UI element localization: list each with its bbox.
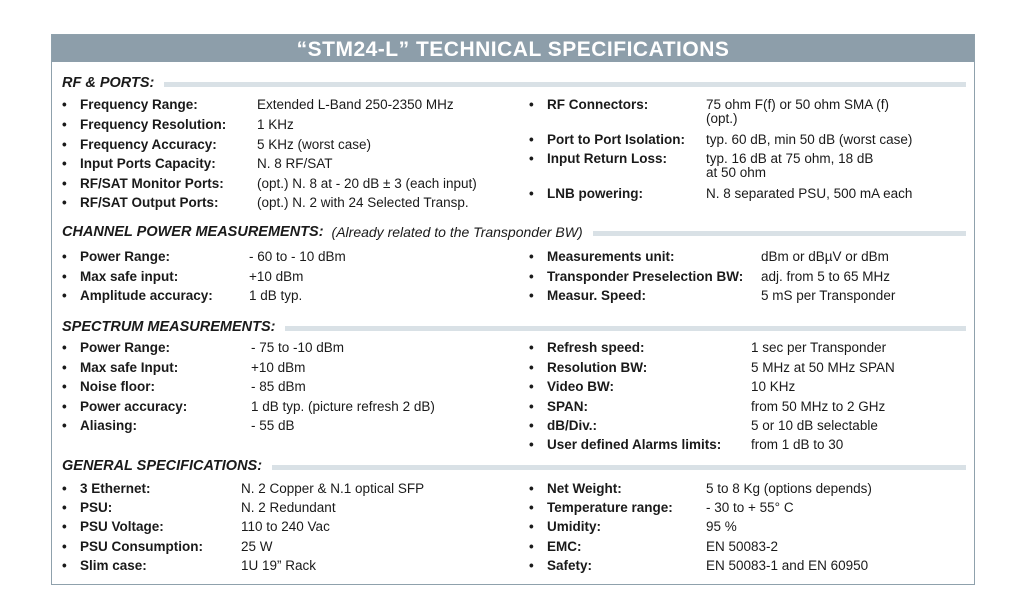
spec-label: Net Weight: <box>547 481 622 496</box>
spec-value: typ. 16 dB at 75 ohm, 18 dB <box>706 151 874 166</box>
spec-value: 1 sec per Transponder <box>751 340 887 355</box>
spec-value: Extended L-Band 250-2350 MHz <box>257 97 454 112</box>
spec-value: 5 mS per Transponder <box>761 288 896 303</box>
spec-label: RF/SAT Monitor Ports: <box>80 176 224 191</box>
bullet-icon: • <box>62 379 67 394</box>
bullet-icon: • <box>62 176 67 191</box>
section-divider <box>593 231 966 236</box>
bullet-icon: • <box>62 249 67 264</box>
bullet-icon: • <box>62 195 67 210</box>
spec-label: User defined Alarms limits: <box>547 437 722 452</box>
spec-label: Frequency Accuracy: <box>80 137 217 152</box>
bullet-icon: • <box>62 269 67 284</box>
spec-label: Max safe Input: <box>80 360 179 375</box>
spec-label: Measur. Speed: <box>547 288 647 303</box>
spec-value-continued: (opt.) <box>706 111 738 126</box>
bullet-icon: • <box>529 519 534 534</box>
bullet-icon: • <box>529 558 534 573</box>
spec-label: SPAN: <box>547 399 589 414</box>
spec-label: Max safe input: <box>80 269 179 284</box>
spec-label: RF/SAT Output Ports: <box>80 195 219 210</box>
spec-label: Umidity: <box>547 519 601 534</box>
spec-label: Noise floor: <box>80 379 156 394</box>
spec-value: typ. 60 dB, min 50 dB (worst case) <box>706 132 913 147</box>
bullet-icon: • <box>529 539 534 554</box>
spec-value: 110 to 240 Vac <box>241 519 330 534</box>
spec-label: Frequency Resolution: <box>80 117 227 132</box>
bullet-icon: • <box>529 500 534 515</box>
section-note: (Already related to the Transponder BW) <box>331 224 583 240</box>
spec-label: Power accuracy: <box>80 399 188 414</box>
section-divider <box>285 326 966 331</box>
spec-label: PSU Voltage: <box>80 519 164 534</box>
bullet-icon: • <box>62 360 67 375</box>
spec-sheet <box>51 34 975 585</box>
spec-value: +10 dBm <box>249 269 304 284</box>
spec-label: Power Range: <box>80 340 171 355</box>
bullet-icon: • <box>62 156 67 171</box>
spec-value: 5 KHz (worst case) <box>257 137 372 152</box>
spec-label: dB/Div.: <box>547 418 597 433</box>
bullet-icon: • <box>529 249 534 264</box>
bullet-icon: • <box>529 481 534 496</box>
bullet-icon: • <box>529 269 534 284</box>
section-divider <box>164 82 966 87</box>
spec-label: 3 Ethernet: <box>80 481 151 496</box>
bullet-icon: • <box>62 399 67 414</box>
section-heading-spectrum <box>62 318 966 336</box>
section-title: RF & PORTS: <box>62 75 155 91</box>
spec-value: +10 dBm <box>251 360 306 375</box>
spec-value: (opt.) N. 8 at - 20 dB ± 3 (each input) <box>257 176 477 191</box>
spec-label: PSU: <box>80 500 113 515</box>
section-title: SPECTRUM MEASUREMENTS: <box>62 319 276 335</box>
spec-value: 25 W <box>241 539 273 554</box>
spec-value: 1 dB typ. (picture refresh 2 dB) <box>251 399 435 414</box>
spec-value: EN 50083-2 <box>706 539 779 554</box>
bullet-icon: • <box>62 137 67 152</box>
spec-label: Refresh speed: <box>547 340 645 355</box>
section-heading-rf <box>62 74 966 92</box>
spec-value: 75 ohm F(f) or 50 ohm SMA (f) <box>706 97 890 112</box>
spec-label: Slim case: <box>80 558 147 573</box>
spec-label: Measurements unit: <box>547 249 675 264</box>
spec-value: 5 or 10 dB selectable <box>751 418 878 433</box>
bullet-icon: • <box>529 379 534 394</box>
bullet-icon: • <box>529 418 534 433</box>
page-title: “STM24-L” TECHNICAL SPECIFICATIONS <box>52 35 974 62</box>
spec-label: Safety: <box>547 558 593 573</box>
section-divider <box>272 465 966 470</box>
spec-value: 10 KHz <box>751 379 796 394</box>
spec-label: Temperature range: <box>547 500 673 515</box>
spec-value: - 60 to - 10 dBm <box>249 249 346 264</box>
bullet-icon: • <box>529 437 534 452</box>
bullet-icon: • <box>62 558 67 573</box>
bullet-icon: • <box>529 340 534 355</box>
bullet-icon: • <box>62 500 67 515</box>
bullet-icon: • <box>62 288 67 303</box>
spec-label: LNB powering: <box>547 186 643 201</box>
section-title: CHANNEL POWER MEASUREMENTS: <box>62 224 324 240</box>
spec-value: N. 8 RF/SAT <box>257 156 333 171</box>
bullet-icon: • <box>529 97 534 112</box>
spec-value: from 1 dB to 30 <box>751 437 844 452</box>
spec-value: - 85 dBm <box>251 379 306 394</box>
section-heading-channel <box>62 223 966 241</box>
bullet-icon: • <box>62 117 67 132</box>
spec-label: Input Return Loss: <box>547 151 667 166</box>
spec-value: adj. from 5 to 65 MHz <box>761 269 891 284</box>
bullet-icon: • <box>62 340 67 355</box>
bullet-icon: • <box>62 418 67 433</box>
spec-value: (opt.) N. 2 with 24 Selected Transp. <box>257 195 469 210</box>
spec-label: RF Connectors: <box>547 97 649 112</box>
spec-value: N. 8 separated PSU, 500 mA each <box>706 186 913 201</box>
spec-value: 95 % <box>706 519 737 534</box>
spec-label: Amplitude accuracy: <box>80 288 213 303</box>
section-heading-general <box>62 457 966 475</box>
bullet-icon: • <box>62 97 67 112</box>
spec-label: Transponder Preselection BW: <box>547 269 744 284</box>
spec-value: - 30 to + 55° C <box>706 500 794 515</box>
bullet-icon: • <box>529 151 534 166</box>
bullet-icon: • <box>529 360 534 375</box>
spec-label: EMC: <box>547 539 582 554</box>
spec-value: from 50 MHz to 2 GHz <box>751 399 886 414</box>
spec-label: Port to Port Isolation: <box>547 132 685 147</box>
spec-label: Input Ports Capacity: <box>80 156 216 171</box>
bullet-icon: • <box>529 399 534 414</box>
spec-value: 1 KHz <box>257 117 294 132</box>
spec-value: dBm or dBµV or dBm <box>761 249 889 264</box>
bullet-icon: • <box>62 519 67 534</box>
spec-value: 5 MHz at 50 MHz SPAN <box>751 360 895 375</box>
spec-value: N. 2 Redundant <box>241 500 336 515</box>
bullet-icon: • <box>529 288 534 303</box>
spec-label: Video BW: <box>547 379 615 394</box>
bullet-icon: • <box>529 186 534 201</box>
spec-label: Resolution BW: <box>547 360 648 375</box>
bullet-icon: • <box>529 132 534 147</box>
spec-label: Aliasing: <box>80 418 138 433</box>
bullet-icon: • <box>62 481 67 496</box>
bullet-icon: • <box>62 539 67 554</box>
section-title: GENERAL SPECIFICATIONS: <box>62 458 263 474</box>
spec-value: 1 dB typ. <box>249 288 303 303</box>
spec-label: PSU Consumption: <box>80 539 203 554</box>
spec-value: - 75 to -10 dBm <box>251 340 345 355</box>
spec-value: EN 50083-1 and EN 60950 <box>706 558 869 573</box>
spec-value: - 55 dB <box>251 418 295 433</box>
spec-value-continued: at 50 ohm <box>706 165 767 180</box>
spec-label: Power Range: <box>80 249 171 264</box>
spec-label: Frequency Range: <box>80 97 198 112</box>
spec-value: N. 2 Copper & N.1 optical SFP <box>241 481 425 496</box>
spec-value: 1U 19” Rack <box>241 558 317 573</box>
spec-value: 5 to 8 Kg (options depends) <box>706 481 872 496</box>
